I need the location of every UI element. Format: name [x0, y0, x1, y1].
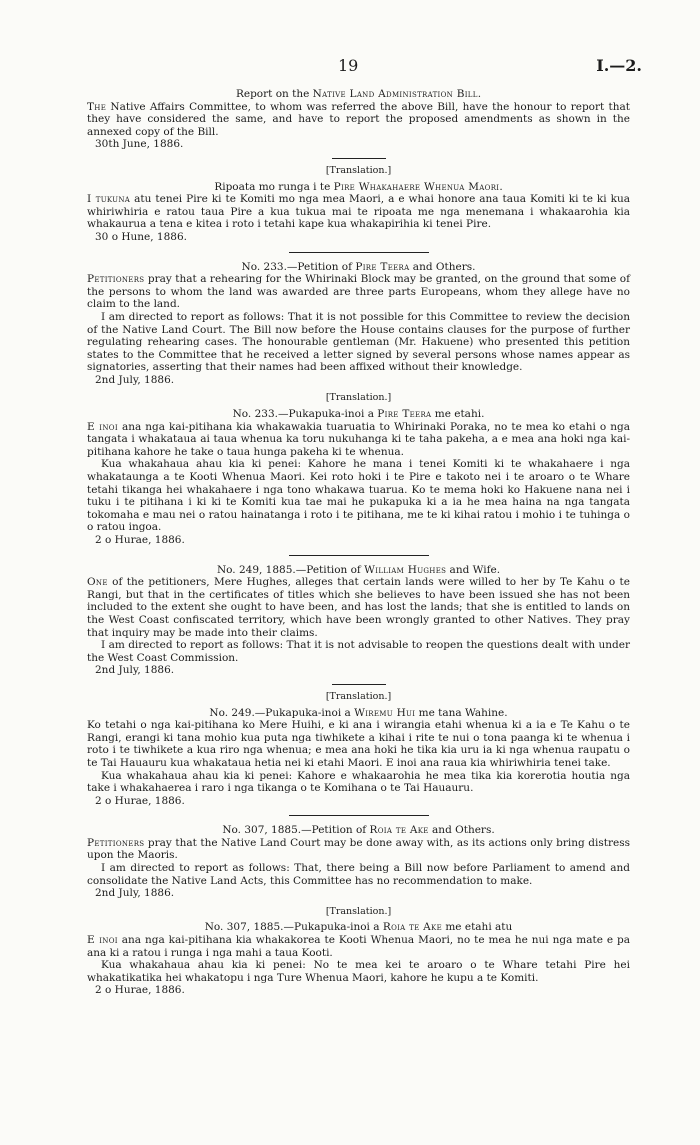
section-date: 2nd July, 1886. — [95, 887, 175, 900]
section-petition-249-translation — [87, 691, 630, 807]
section-petition-233 — [87, 261, 630, 387]
section-date: 2 o Hurae, 1886. — [95, 534, 185, 546]
translation-label: [Translation.] — [325, 392, 392, 404]
section-paragraph: E inoi ana nga kai-pitihana kia whakawakia tuaruatia to Whirinaki Poraka, no te mea ko etahi o nga tangata i whakataua ai taua whenua ka toru nukuhanga ki te taha pakeha, a e mea ana hoki nga kai-pitihana kahore he take o taua hunga pakeha ki te whenua. — [87, 420, 630, 458]
divider — [332, 158, 386, 159]
section-title: No. 307, 1885.—Petition of Roia te Ake and Others. — [222, 824, 495, 837]
divider — [289, 555, 429, 556]
section-report: Kua whakahaua ahau kia ki penei: Kahore he mana i tenei Komiti ki te whakahaere i nga whakataunga a te Kooti Whenua Maori. Kei roto hoki i te Pire e takoto nei i te aroaro o te Whare tetahi tikanga hei whakahaere i nga tono whakawa tuarua. Ko te mema hoki ko Hakuene nana nei i tuku i te pitihana i ki ki te Komiti kua tae mai he pukapuka ki a ia he mea haina na nga tangata tokomaha e mau nei o ratou hainatanga i roto i te pitihana, me te ki kihai ratou i mohio i te tuhinga o o ratou ingoa. — [87, 458, 630, 534]
section-title: Report on the Native Land Administration Bill. — [235, 88, 482, 100]
section-title: No. 307, 1885.—Pukapuka-inoi a Roia te Ake me etahi atu — [204, 921, 513, 934]
divider — [289, 252, 429, 253]
section-paragraph: Petitioners pray that the Native Land Court may be done away with, as its actions only bring distress upon the Maoris. — [87, 836, 630, 862]
section-report: I am directed to report as follows: That it is not advisable to reopen the questions dealt with under the West Coast Commission. — [87, 639, 630, 664]
section-report: Kua whakahaua ahau kia ki penei: No te mea kei te aroaro o te Whare tetahi Pire hei whakatikatika hei whakatopu i nga Ture Whenua Maori, kahore he kupu a te Komiti. — [87, 959, 630, 984]
paper-reference: I.—2. — [596, 56, 642, 75]
section-title: No. 233.—Pukapuka-inoi a Pire Teera me etahi. — [232, 408, 485, 421]
section-date: 2nd July, 1886. — [95, 373, 175, 386]
section-title: No. 233.—Petition of Pire Teera and Others. — [241, 260, 476, 273]
section-paragraph: The Native Affairs Committee, to whom was referred the above Bill, have the honour to report that they have considered the same, and have to report the proposed amendments as shown in the annexed copy of the Bill. — [87, 100, 630, 138]
divider — [332, 684, 386, 685]
section-paragraph: Petitioners pray that a rehearing for the Whirinaki Block may be granted, on the ground that some of the persons to whom the land was awarded are three parts Europeans, whom they allege have no claim to the land. — [87, 273, 630, 311]
translation-label: [Translation.] — [325, 164, 392, 176]
section-date: 2 o Hurae, 1886. — [95, 794, 185, 807]
section-title: Ripoata mo runga i te Pire Whakahaere Whenua Maori. — [214, 180, 503, 193]
section-report: I am directed to report as follows: That, there being a Bill now before Parliament to amend and consolidate the Native Land Acts, this Committee has no recommendation to make. — [87, 862, 630, 887]
document-body — [87, 88, 630, 997]
section-paragraph: One of the petitioners, Mere Hughes, alleges that certain lands were willed to her by Te Kahu o te Rangi, but that in the certificates of titles which she believes to have been issued she has not been included to the extent she ought to have been, and has lost the lands; that she is entitled to lands on the West Coast confiscated territory, which have been wrongly granted to other Natives. They pray that inquiry may be made into their claims. — [87, 576, 630, 639]
translation-label: [Translation.] — [325, 905, 392, 917]
section-petition-307-translation — [87, 906, 630, 997]
section-bill-report — [87, 88, 630, 151]
section-title: No. 249, 1885.—Petition of William Hughes and Wife. — [216, 563, 501, 576]
section-petition-233-translation — [87, 392, 630, 546]
section-date: 2 o Hurae, 1886. — [95, 984, 185, 997]
translation-label: [Translation.] — [325, 690, 392, 702]
section-petition-249 — [87, 564, 630, 677]
section-report: I am directed to report as follows: That it is not possible for this Committee to review the decision of the Native Land Court. The Bill now before the House contains clauses for the purpose of further regulating rehearing cases. The honourable gentleman (Mr. Hakuene) who presented this petition states to the Committee that he received a letter signed by several persons whose names appear as signatories, asserting that their names had been affixed without their knowledge. — [87, 310, 630, 374]
section-paragraph: E inoi ana nga kai-pitihana kia whakakorea te Kooti Whenua Maori, no te mea he nui nga mate e pa ana ki a ratou i runga i nga mahi a taua Kooti. — [87, 934, 631, 959]
section-paragraph: I tukuna atu tenei Pire ki te Komiti mo nga mea Maori, a e whai honore ana taua Komiti ki te ki kua whiriwhiria e ratou taua Pire a kua tukua mai te ripoata me nga menemana i whakaarohia kia whakaurua a tena e kitea i roto i tetahi kape kua whakapirihia ki tenei Pire. — [87, 193, 630, 231]
section-date: 30 o Hune, 1886. — [95, 230, 187, 243]
section-paragraph: Ko tetahi o nga kai-pitihana ko Mere Huihi, e ki ana i wirangia etahi whenua ki a ia e Te Kahu o te Rangi, erangi ki tana mohio kua puta nga tiwhikete a kihai i rite te nui o tona paanga ki te whenua i roto i te tiwhikete a kua riro nga whenua; e mea ana hoki he tika kia uru ia ki nga whenua raupatu o te Tai Hauauru kua whakataua hetia nei ki etahi Maori. E inoi ana raua kia whiriwhiria tenei take. — [87, 719, 630, 769]
section-date: 30th June, 1886. — [95, 138, 184, 151]
section-title: No. 249.—Pukapuka-inoi a Wiremu Hui me tana Wahine. — [209, 706, 508, 719]
page-number: 19 — [338, 56, 359, 75]
section-date: 2nd July, 1886. — [95, 664, 175, 677]
section-petition-307 — [87, 824, 630, 900]
section-bill-report-translation — [87, 165, 630, 244]
divider — [289, 815, 429, 816]
section-report: Kua whakahaua ahau kia ki penei: Kahore e whakaarohia he mea tika kia korerotia houtia nga take i whakahaerea i raro i nga tikanga o te Komihana o te Tai Hauauru. — [87, 769, 630, 795]
